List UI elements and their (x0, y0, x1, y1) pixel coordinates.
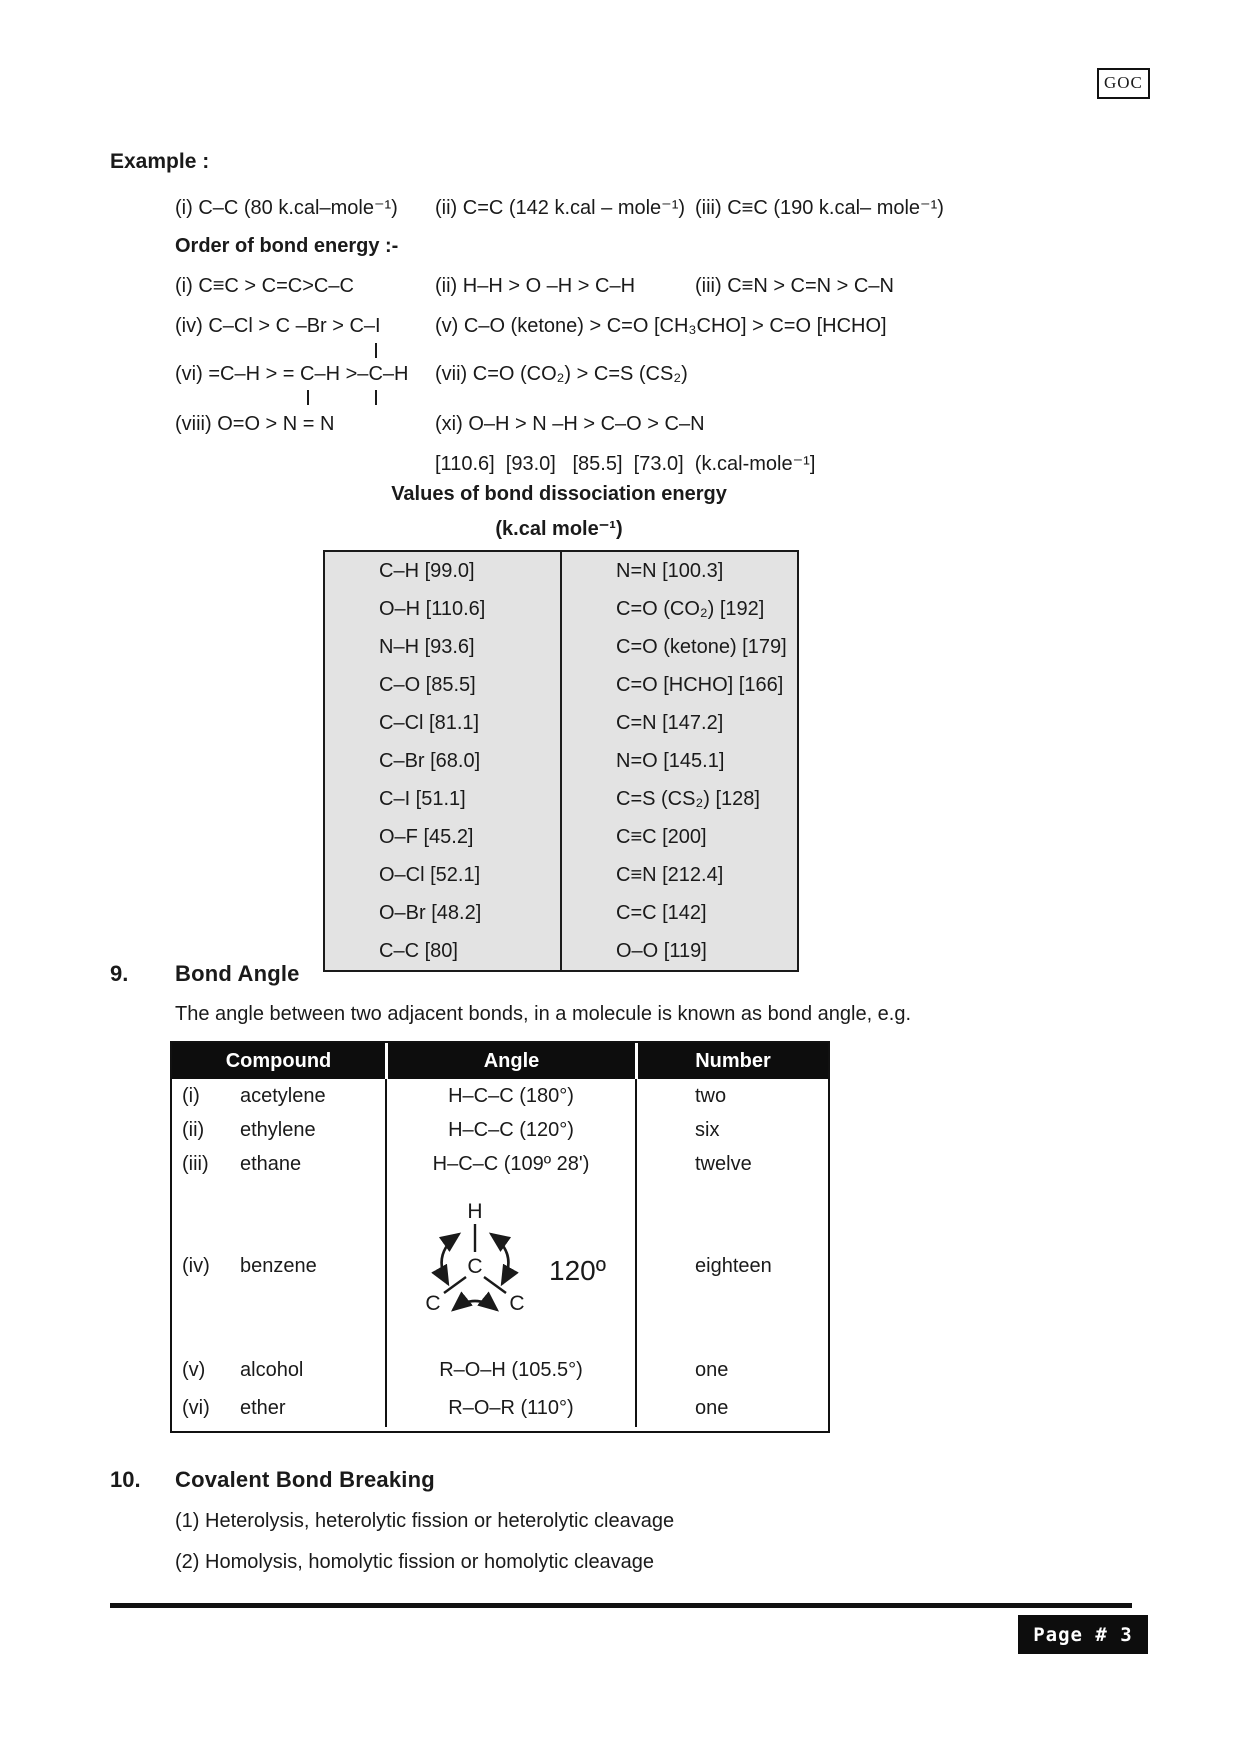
left-carbon-label: C (425, 1292, 441, 1315)
table-row (172, 1113, 828, 1147)
bond-angle-intro: The angle between two adjacent bonds, in a molecule is known as bond angle, e.g. (175, 1003, 912, 1025)
section-title: Covalent Bond Breaking (175, 1467, 435, 1492)
compound-name: benzene (240, 1255, 317, 1277)
order-vi-text-2: –H >– (314, 363, 369, 385)
order-v: (v) C–O (ketone) > C=O [CH₃CHO] > C=O [HCHO] (435, 315, 887, 337)
order-vi (175, 362, 435, 386)
number-value: two (635, 1079, 828, 1113)
order-row-d (175, 412, 1240, 436)
c-c-right-bond (484, 1277, 506, 1293)
row-index: (iii) (182, 1153, 209, 1175)
row-index: (ii) (182, 1119, 205, 1141)
order-iii: (iii) C≡N > C=N > C–N (695, 275, 894, 297)
row-index: (v) (182, 1359, 206, 1381)
curved-angle-arrow-left (442, 1234, 459, 1284)
order-row-a (175, 274, 1240, 298)
carbon-with-substituents-above-below: C (368, 363, 383, 385)
table-row: C≡C [200] (616, 826, 707, 848)
dissociation-unit: (k.cal mole⁻¹) (495, 518, 623, 540)
order-row-c (175, 362, 1240, 386)
number-value: twelve (635, 1147, 828, 1181)
angle-value: H–C–C (120°) (385, 1113, 635, 1147)
table-row (172, 1147, 828, 1181)
angle-120-label: 120º (549, 1255, 606, 1286)
table-row: O–F [45.2] (379, 826, 474, 848)
column-header-angle: Angle (385, 1043, 635, 1079)
table-row: O–Cl [52.1] (379, 864, 481, 886)
order-viii: (viii) O=O > N = N (175, 413, 335, 435)
list-item: (2) Homolysis, homolytic fission or homolytic cleavage (175, 1551, 655, 1573)
curved-angle-arrow-bottom (453, 1301, 497, 1310)
table-row: C–O [85.5] (379, 674, 476, 696)
example-section (0, 150, 1240, 476)
order-iv: (iv) C–Cl > C –Br > C–I (175, 315, 381, 337)
table-row-benzene (172, 1181, 828, 1351)
compound-name: ether (240, 1397, 286, 1419)
table-row: C=O (CO₂) [192] (616, 598, 765, 620)
c-c-left-bond (444, 1277, 466, 1293)
order-ii: (ii) H–H > O –H > C–H (435, 275, 636, 297)
corner-tag-goc: GOC (1097, 68, 1150, 99)
carbon-with-substituent-below: C (300, 363, 315, 385)
dissociation-table (323, 550, 799, 972)
compound-name: ethane (240, 1153, 302, 1175)
bond-angle-section (0, 962, 1240, 1433)
order-of-bond-energy-title: Order of bond energy :- (175, 235, 399, 257)
page-number-badge: Page # 3 (1018, 1615, 1148, 1654)
table-row: O–Br [48.2] (379, 902, 482, 924)
angle-value: R–O–H (105.5°) (385, 1351, 635, 1389)
number-value: one (635, 1351, 828, 1389)
section-number: 9. (110, 961, 129, 986)
example-title: Example : (110, 150, 210, 173)
bond-energy-i: (i) C–C (80 k.cal–mole⁻¹) (175, 197, 398, 219)
order-vi-text-1: (vi) =C–H > = (175, 363, 301, 385)
bond-energy-ii: (ii) C=C (142 k.cal – mole⁻¹) (435, 197, 686, 219)
table-row: C≡N [212.4] (616, 864, 724, 886)
order-vi-text-3: –H (382, 363, 409, 385)
section-number: 10. (110, 1467, 141, 1492)
covalent-bond-breaking-section (0, 1468, 1240, 1574)
table-row: C=O [HCHO] [166] (616, 674, 784, 696)
covalent-heading (0, 1468, 1240, 1492)
column-header-number: Number (635, 1043, 828, 1079)
angle-value: H–C–C (180°) (385, 1079, 635, 1113)
compound-name: alcohol (240, 1359, 304, 1381)
table-row: C–C [80] (379, 940, 458, 962)
footer-rule (110, 1603, 1132, 1608)
bond-angle-table-header (172, 1043, 828, 1079)
table-row: C=S (CS₂) [128] (616, 788, 760, 810)
dissociation-section (0, 482, 1240, 972)
order-xi: (xi) O–H > N –H > C–O > C–N (435, 413, 705, 435)
table-row (172, 1351, 828, 1389)
table-row: C=N [147.2] (616, 712, 724, 734)
right-carbon-label: C (509, 1292, 525, 1315)
number-value: one (635, 1389, 828, 1427)
table-row (172, 1389, 828, 1431)
table-row: O–H [110.6] (379, 598, 486, 620)
benzene-bond-angle-diagram (403, 1196, 619, 1336)
table-row: C–H [99.0] (379, 560, 475, 582)
bond-angle-table (170, 1041, 830, 1433)
angle-value: H–C–C (109º 28') (385, 1147, 635, 1181)
number-value: six (635, 1113, 828, 1147)
table-row (172, 1079, 828, 1113)
order-values-row (175, 452, 1240, 476)
central-carbon-label: C (467, 1255, 483, 1278)
column-header-compound: Compound (172, 1043, 385, 1079)
table-row: N=O [145.1] (616, 750, 725, 772)
bond-energy-values-row (175, 196, 1240, 220)
row-index: (vi) (182, 1397, 210, 1419)
bond-angle-heading (0, 962, 1240, 986)
dissociation-right-column (560, 552, 797, 970)
order-i: (i) C≡C > C=C>C–C (175, 275, 354, 297)
table-row: C–Br [68.0] (379, 750, 481, 772)
dissociation-title: Values of bond dissociation energy (391, 483, 727, 505)
table-row: C–I [51.1] (379, 788, 466, 810)
table-row: C=C [142] (616, 902, 707, 924)
row-index: (i) (182, 1085, 200, 1107)
table-row: C=O (ketone) [179] (616, 636, 787, 658)
list-item: (1) Heterolysis, heterolytic fission or heterolytic cleavage (175, 1510, 675, 1532)
curved-angle-arrow-right (491, 1234, 508, 1284)
dissociation-left-column (325, 552, 560, 970)
angle-value: R–O–R (110°) (385, 1389, 635, 1427)
compound-name: acetylene (240, 1085, 326, 1107)
table-row: O–O [119] (616, 940, 707, 962)
table-row: N–H [93.6] (379, 636, 475, 658)
table-row: C–Cl [81.1] (379, 712, 480, 734)
section-title: Bond Angle (175, 961, 300, 986)
hydrogen-label: H (467, 1200, 483, 1223)
compound-name: ethylene (240, 1119, 316, 1141)
order-row-b (175, 314, 1240, 338)
bond-energy-iii: (iii) C≡C (190 k.cal– mole⁻¹) (695, 197, 944, 219)
row-index: (iv) (182, 1255, 210, 1277)
table-row: N=N [100.3] (616, 560, 724, 582)
number-value: eighteen (635, 1181, 828, 1351)
order-vii: (vii) C=O (CO₂) > C=S (CS₂) (435, 363, 688, 385)
dissociation-values-inline: [110.6] [93.0] [85.5] [73.0] (k.cal-mole⁻¹] (435, 453, 816, 475)
